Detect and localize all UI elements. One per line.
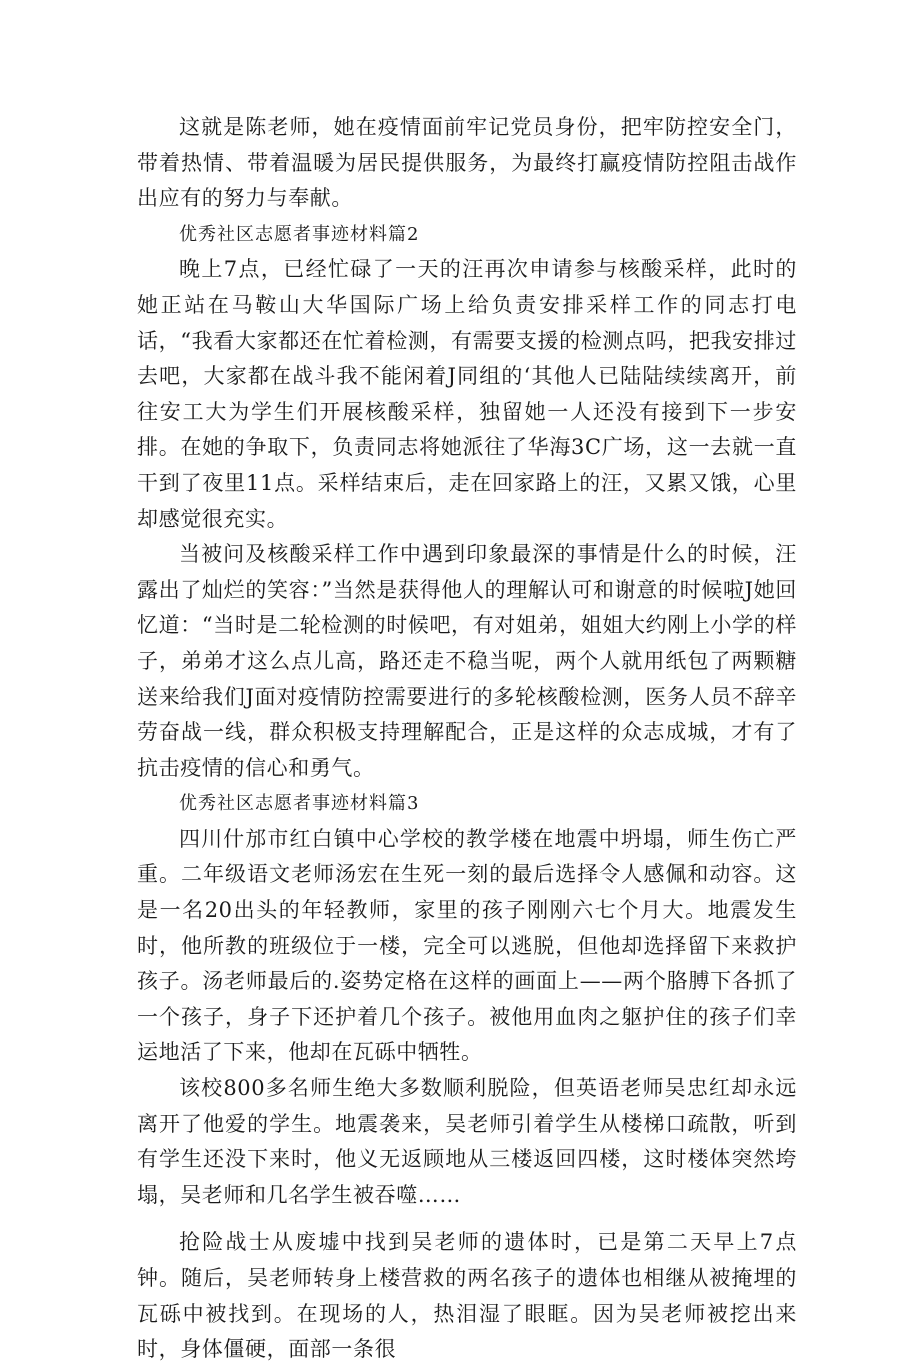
paragraph-chen-summary: 这就是陈老师，她在疫情面前牢记党员身份，把牢防控安全门，带着热情、带着温暖为居民提供服务，为最终打赢疫情防控阻击战作出应有的努力与奉献。: [137, 115, 797, 211]
section-heading-2: 优秀社区志愿者事迹材料篇2: [179, 223, 420, 245]
paragraph-wang-memory: 当被问及核酸采样工作中遇到印象最深的事情是什么的时候，汪露出了灿烂的笑容：”当然是获得他人的理解认可和谢意的时候啦J她回忆道：“当时是二轮检测的时候吧，有对姐弟，姐姐大约刚上小学的样子，弟弟才这么点儿高，路还走不稳当呢，两个人就用纸包了两颗糖送来给我们J面对疫情防控需要进行的多轮核酸检测，医务人员不辞辛劳奋战一线，群众积极支持理解配合，正是这样的众志成城，才有了抗击疫情的信心和勇气。: [137, 542, 797, 780]
paragraph-wang-sampling: 晚上7点，已经忙碌了一天的汪再次申请参与核酸采样，此时的她正站在马鞍山大华国际广场上给负责安排采样工作的同志打电话，“我看大家都还在忙着检测，有需要支援的检测点吗，把我安排过去吧，大家都在战斗我不能闲着J同组的‘其他人已陆陆续续离开，前往安工大为学生们开展核酸采样，独留她一人还没有接到下一步安排。在她的争取下，负责同志将她派往了华海3C广场，这一去就一直干到了夜里11点。采样结束后，走在回家路上的汪，又累又饿，心里却感觉很充实。: [137, 257, 797, 531]
paragraph-wu-zhonghong: 该校800多名师生绝大多数顺利脱险，但英语老师吴忠红却永远离开了他爱的学生。地震袭来，吴老师引着学生从楼梯口疏散，听到有学生还没下来时，他义无返顾地从三楼返回四楼，这时楼体突然垮塌，吴老师和几名学生被吞噬……: [137, 1076, 797, 1207]
document-body: [137, 110, 797, 1368]
section-heading-3: 优秀社区志愿者事迹材料篇3: [179, 793, 420, 815]
paragraph-tang-hong: 四川什邡市红白镇中心学校的教学楼在地震中坍塌，师生伤亡严重。二年级语文老师汤宏在生死一刻的最后选择令人感佩和动容。这是一名20出头的年轻教师，家里的孩子刚刚六七个月大。地震发生时，他所教的班级位于一楼，完全可以逃脱，但他却选择留下来救护孩子。汤老师最后的.姿势定格在这样的画面上——两个胳膊下各抓了一个孩子，身子下还护着几个孩子。被他用血肉之躯护住的孩子们幸运地活了下来，他却在瓦砾中牺牲。: [137, 826, 797, 1065]
paragraph-rescue: 抢险战士从废墟中找到吴老师的遗体时，已是第二天早上7点钟。随后，吴老师转身上楼营救的两名孩子的遗体也相继从被掩埋的瓦砾中被找到。在现场的人，热泪湿了眼眶。因为吴老师被挖出来时，身体僵硬，面部一条很: [137, 1230, 797, 1362]
